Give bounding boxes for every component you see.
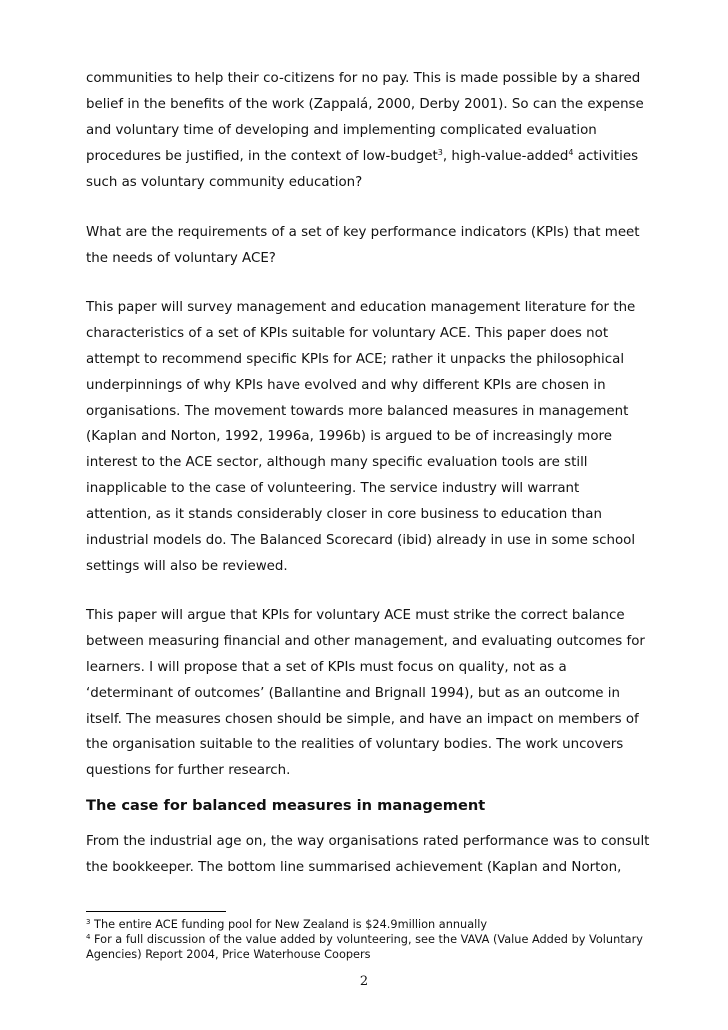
text-segment: , high-value-added (442, 148, 569, 164)
text-line: the bookkeeper. The bottom line summarised achievement (Kaplan and Norton, (86, 859, 622, 875)
text-line: characteristics of a set of KPIs suitable for voluntary ACE. This paper does not (86, 325, 609, 341)
text-line: (Kaplan and Norton, 1992, 1996a, 1996b) is argued to be of increasingly more (86, 429, 612, 445)
footnote-divider (86, 911, 226, 912)
footnote-4-continued (86, 947, 371, 963)
text-line: the organisation suitable to the realities of voluntary bodies. The work uncovers (86, 737, 624, 753)
footnote-3 (86, 917, 487, 933)
text-line: industrial models do. The Balanced Scorecard (ibid) already in use in some school (86, 533, 636, 549)
text-line: underpinnings of why KPIs have evolved and why different KPIs are chosen in (86, 377, 606, 393)
text-line: What are the requirements of a set of key performance indicators (KPIs) that meet (86, 225, 640, 240)
text-line: settings will also be reviewed. (86, 558, 288, 574)
text-line: belief in the benefits of the work (Zappalá, 2000, Derby 2001). So can the expense (86, 96, 644, 112)
footnote-text: Agencies) Report 2004, Price Waterhouse Coopers (86, 948, 371, 961)
text-line: itself. The measures chosen should be simple, and have an impact on members of (86, 711, 639, 727)
text-line: This paper will survey management and education management literature for the (86, 300, 636, 315)
footnote-text: The entire ACE funding pool for New Zealand is $24.9million annually (90, 918, 488, 931)
text-line: inapplicable to the case of volunteering. The service industry will warrant (86, 481, 580, 497)
text-line: such as voluntary community education? (86, 174, 363, 190)
text-line: between measuring financial and other management, and evaluating outcomes for (86, 633, 645, 649)
text-line: organisations. The movement towards more balanced measures in management (86, 403, 629, 419)
paragraph-1 (86, 66, 666, 195)
footnote-marker: 3 (86, 918, 91, 926)
text-line: interest to the ACE sector, although many specific evaluation tools are still (86, 455, 588, 471)
page-number: 2 (359, 974, 369, 989)
text-line: attempt to recommend specific KPIs for ACE; rather it unpacks the philosophical (86, 351, 625, 367)
text-segment: procedures be justified, in the context of low-budget (86, 148, 438, 164)
footnote-ref-4[interactable]: 4 (568, 147, 574, 157)
text-line: and voluntary time of developing and implementing complicated evaluation (86, 122, 597, 138)
text-line: the needs of voluntary ACE? (86, 250, 276, 266)
text-line: This paper will argue that KPIs for voluntary ACE must strike the correct balance (86, 608, 625, 623)
footnote-4 (86, 932, 643, 948)
paragraph-4 (86, 603, 666, 784)
paragraph-3 (86, 295, 666, 580)
text-line: ‘determinant of outcomes’ (Ballantine and Brignall 1994), but as an outcome in (86, 685, 621, 701)
text-line: communities to help their co-citizens for no pay. This is made possible by a shared (86, 71, 641, 86)
section-heading: The case for balanced measures in management (86, 797, 486, 814)
text-line-with-footnote-refs (86, 144, 666, 170)
footnote-text: For a full discussion of the value added by volunteering, see the VAVA (Value Added by Voluntary (90, 933, 643, 946)
paragraph-2 (86, 220, 666, 272)
text-segment: activities (573, 148, 639, 164)
text-line: learners. I will propose that a set of KPIs must focus on quality, not as a (86, 659, 567, 675)
text-line: From the industrial age on, the way organisations rated performance was to consult (86, 834, 650, 849)
text-line: attention, as it stands considerably closer in core business to education than (86, 507, 602, 523)
footnote-marker: 4 (86, 933, 91, 941)
paragraph-5 (86, 829, 666, 881)
footnote-ref-3[interactable]: 3 (437, 147, 443, 157)
text-line: questions for further research. (86, 763, 291, 779)
